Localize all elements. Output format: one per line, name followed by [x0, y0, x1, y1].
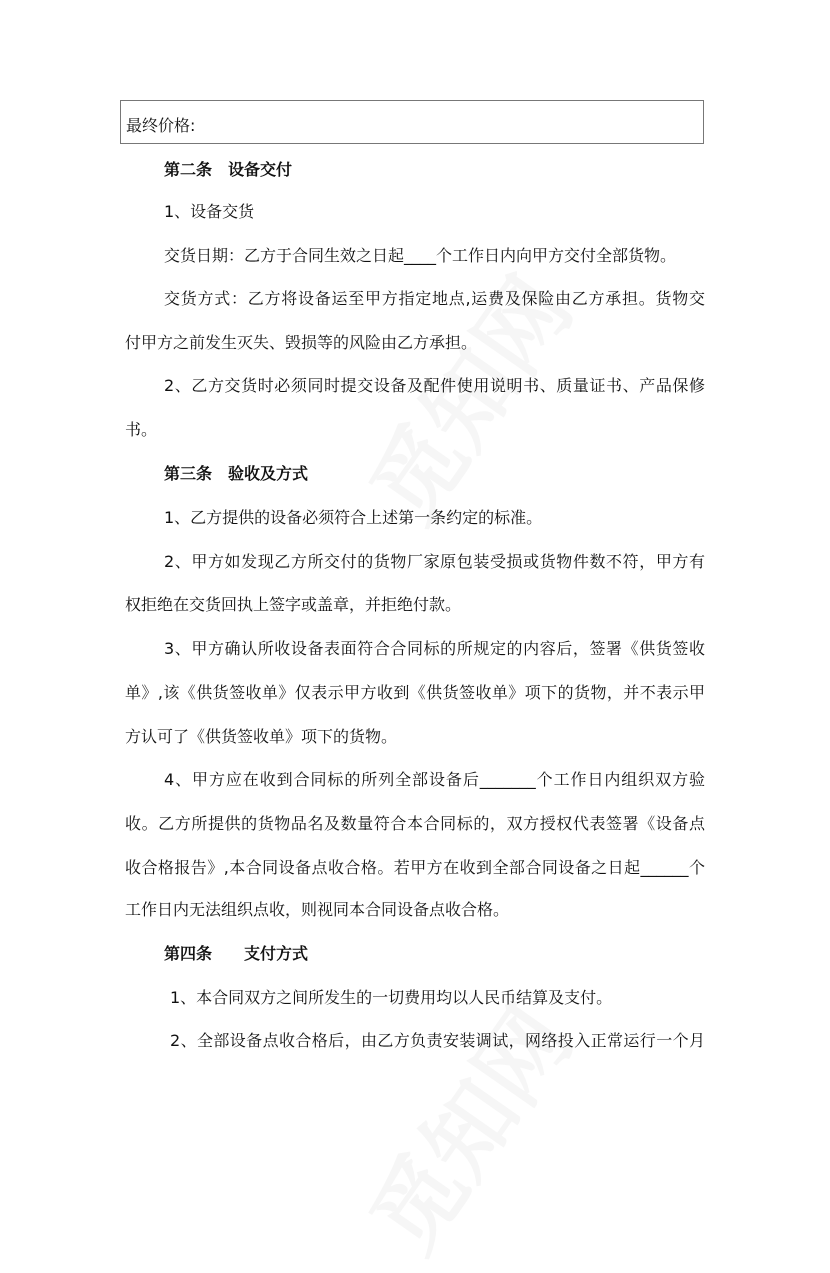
text-line: 交货方式：乙方将设备运至甲方指定地点,运费及保险由乙方承担。货物交 [164, 289, 705, 308]
text-line: 4、甲方应在收到合同标的所列全部设备后_______个工作日内组织双方验 [164, 770, 705, 789]
text-line: 工作日内无法组织点收，则视同本合同设备点收合格。 [125, 900, 510, 919]
text-line: 3、甲方确认所收设备表面符合合同标的所规定的内容后，签署《供货签收 [164, 639, 705, 658]
text-line: 方认可了《供货签收单》项下的货物。 [125, 727, 398, 746]
text-line: 收合格报告》,本合同设备点收合格。若甲方在收到全部合同设备之日起______个 [125, 858, 705, 877]
text-line: 2、全部设备点收合格后，由乙方负责安装调试，网络投入正常运行一个月 [170, 1031, 705, 1050]
text-line: 2、乙方交货时必须同时提交设备及配件使用说明书、质量证书、产品保修 [164, 376, 705, 395]
final-price-box [120, 100, 704, 144]
text-line: 权拒绝在交货回执上签字或盖章，并拒绝付款。 [125, 595, 462, 614]
text-line: 收。乙方所提供的货物品名及数量符合本合同标的，双方授权代表签署《设备点 [125, 814, 705, 833]
section-heading: 第四条 支付方式 [164, 944, 309, 963]
section-heading: 第二条 设备交付 [164, 160, 293, 179]
text-line: 交货日期：乙方于合同生效之日起____个工作日内向甲方交付全部货物。 [164, 246, 677, 265]
text-line: 书。 [125, 420, 158, 439]
final-price-label: 最终价格: [126, 116, 196, 135]
text-line: 2、甲方如发现乙方所交付的货物厂家原包装受损或货物件数不符，甲方有 [164, 552, 705, 571]
watermark [334, 977, 595, 1273]
text-line: 1、本合同双方之间所发生的一切费用均以人民币结算及支付。 [170, 988, 613, 1007]
text-line: 单》,该《供货签收单》仅表示甲方收到《供货签收单》项下的货物，并不表示甲 [125, 683, 705, 702]
section-heading: 第三条 验收及方式 [164, 464, 309, 483]
text-line: 付甲方之前发生灭失、毁损等的风险由乙方承担。 [125, 333, 478, 352]
text-line: 1、乙方提供的设备必须符合上述第一条约定的标准。 [164, 508, 543, 527]
text-line: 1、设备交货 [164, 202, 255, 221]
